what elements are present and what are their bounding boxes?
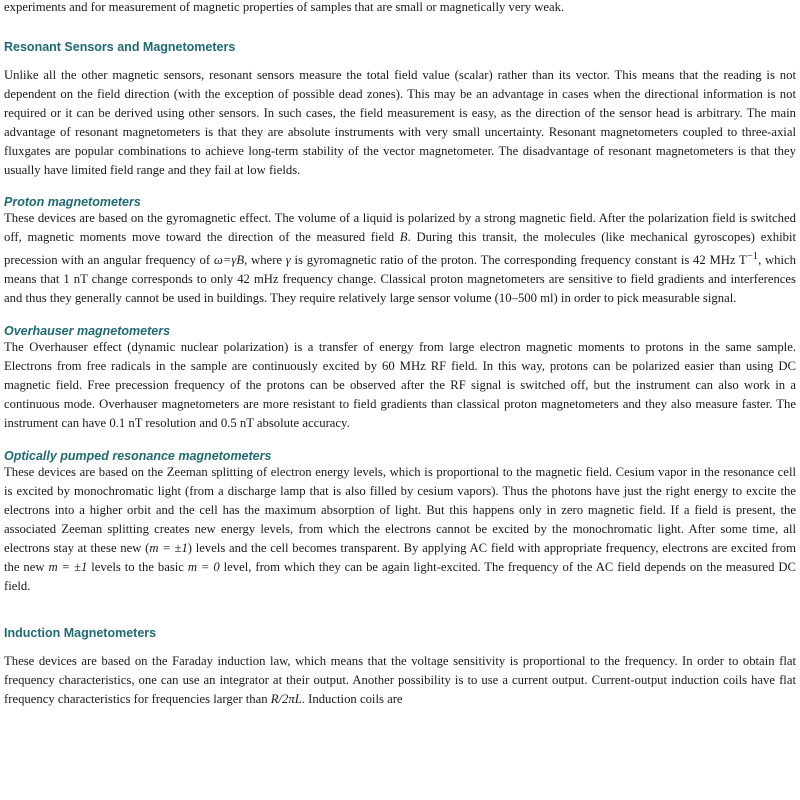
proton-text-c: , where: [244, 253, 286, 268]
subsection-heading-optical: Optically pumped resonance magnetometers: [4, 449, 272, 464]
optical-text-d: level, from which they can be again light-excited. The frequency of the AC field depends on the measured DC field.: [4, 560, 796, 594]
optical-text-c: levels to the basic: [87, 560, 188, 575]
proton-var-gamma: γ: [285, 253, 291, 268]
induction-math-1: R/2πL: [270, 692, 302, 707]
section-heading-induction: Induction Magnetometers: [4, 626, 157, 641]
overhauser-paragraph: The Overhauser effect (dynamic nuclear polarization) is a transfer of energy from large electron magnetic moments to protons in the same sample. Electrons from free radicals in the sample are continuously excited by 60 MHz RF field. In this way, protons can be polarized easier than using DC magnetic field. Free precession frequency of the protons can be observed after the RF signal is switched off, but the instrument can also work in a continuous mode. Overhauser magnetometers are more resistant to field gradients than classical proton magnetometers and they also measure faster. The instrument can have 0.1 nT resolution and 0.5 nT absolute accuracy.: [4, 340, 796, 431]
proton-text-a: These devices are based on the gyromagnetic effect. The volume of a liquid is polarized by a strong magnetic field. After the polarization field is switched off, magnetic moments move toward the direction of the measured field: [4, 211, 796, 244]
optical-text-a: These devices are based on the Zeeman splitting of electron energy levels, which is proportional to the magnetic field. Cesium vapor in the resonance cell is excited by monochromatic light (from a discharge lamp that is also filled by cesium vapors). Thus the photons have just the right energy to excite the electrons into a higher orbit and the cell has the maximum absorption of light. But this happens only in zero magnetic field. If a field is present, the associated Zeeman splitting creates new energy levels, from which the electrons cannot be excited by the monochromatic light. After some time, all electrons stay at these new (: [4, 465, 796, 556]
proton-unit-exponent: −1: [746, 251, 759, 262]
proton-formula: ω=γB: [213, 253, 245, 268]
proton-text-b: . During this transit, the molecules (like mechanical gyroscopes) exhibit precession with an angular frequency of: [4, 230, 797, 268]
optical-paragraph: [4, 463, 796, 596]
optical-math-3: m = 0: [187, 560, 220, 575]
intro-paragraph: experiments and for measurement of magnetic properties of samples that are small or magnetically very weak.: [4, 0, 565, 14]
induction-text-b: . Induction coils are: [301, 692, 403, 707]
resonant-paragraph: Unlike all the other magnetic sensors, resonant sensors measure the total field value (scalar) rather than its vector. This means that the reading is not dependent on the field direction (with the exception of possible dead zones). This may be an advantage in cases when the directional information is not required or it can be derived using other sensors. In such cases, the field measurement is easy, as the direction of the sensor head is arbitrary. The main advantage of resonant magnetometers is that they are absolute instruments with very small uncertainty. Resonant magnetometers coupled to three-axial fluxgates are popular combinations to achieve long-term stability of the vector magnetometer. The disadvantage of resonant magnetometers is that they usually have limited field range and they fail at low fields.: [4, 68, 796, 177]
optical-math-1: m = ±1: [149, 541, 188, 556]
section-heading-resonant: Resonant Sensors and Magnetometers: [4, 40, 236, 54]
subsection-heading-proton: Proton magnetometers: [4, 195, 141, 209]
proton-paragraph: [4, 209, 796, 308]
proton-text-d: is gyromagnetic ratio of the proton. The corresponding frequency constant is 42 MHz T: [290, 253, 747, 268]
subsection-heading-overhauser: Overhauser magnetometers: [4, 324, 171, 339]
induction-text-a: These devices are based on the Faraday induction law, which means that the voltage sensitivity is proportional to the frequency. In order to obtain flat frequency characteristics, one can use an integrator at their output. Another possibility is to use a current output. Current-output induction coils have flat frequency characteristics for frequencies larger than: [4, 654, 796, 707]
induction-paragraph: [4, 652, 796, 709]
optical-text-b: ) levels and the cell becomes transparent. By applying AC field with appropriate frequency, electrons are excited from the new: [4, 541, 796, 575]
optical-math-2: m = ±1: [48, 560, 88, 575]
proton-text-e: , which means that 1 nT change corresponds to only 42 mHz frequency change. Classical proton magnetometers are sensitive to field gradients and interferences and thus they generally cannot be used in buildings. They require relatively large sensor volume (10–500 ml) in order to pick measurable signal.: [4, 253, 796, 306]
proton-var-b: B: [399, 230, 408, 244]
